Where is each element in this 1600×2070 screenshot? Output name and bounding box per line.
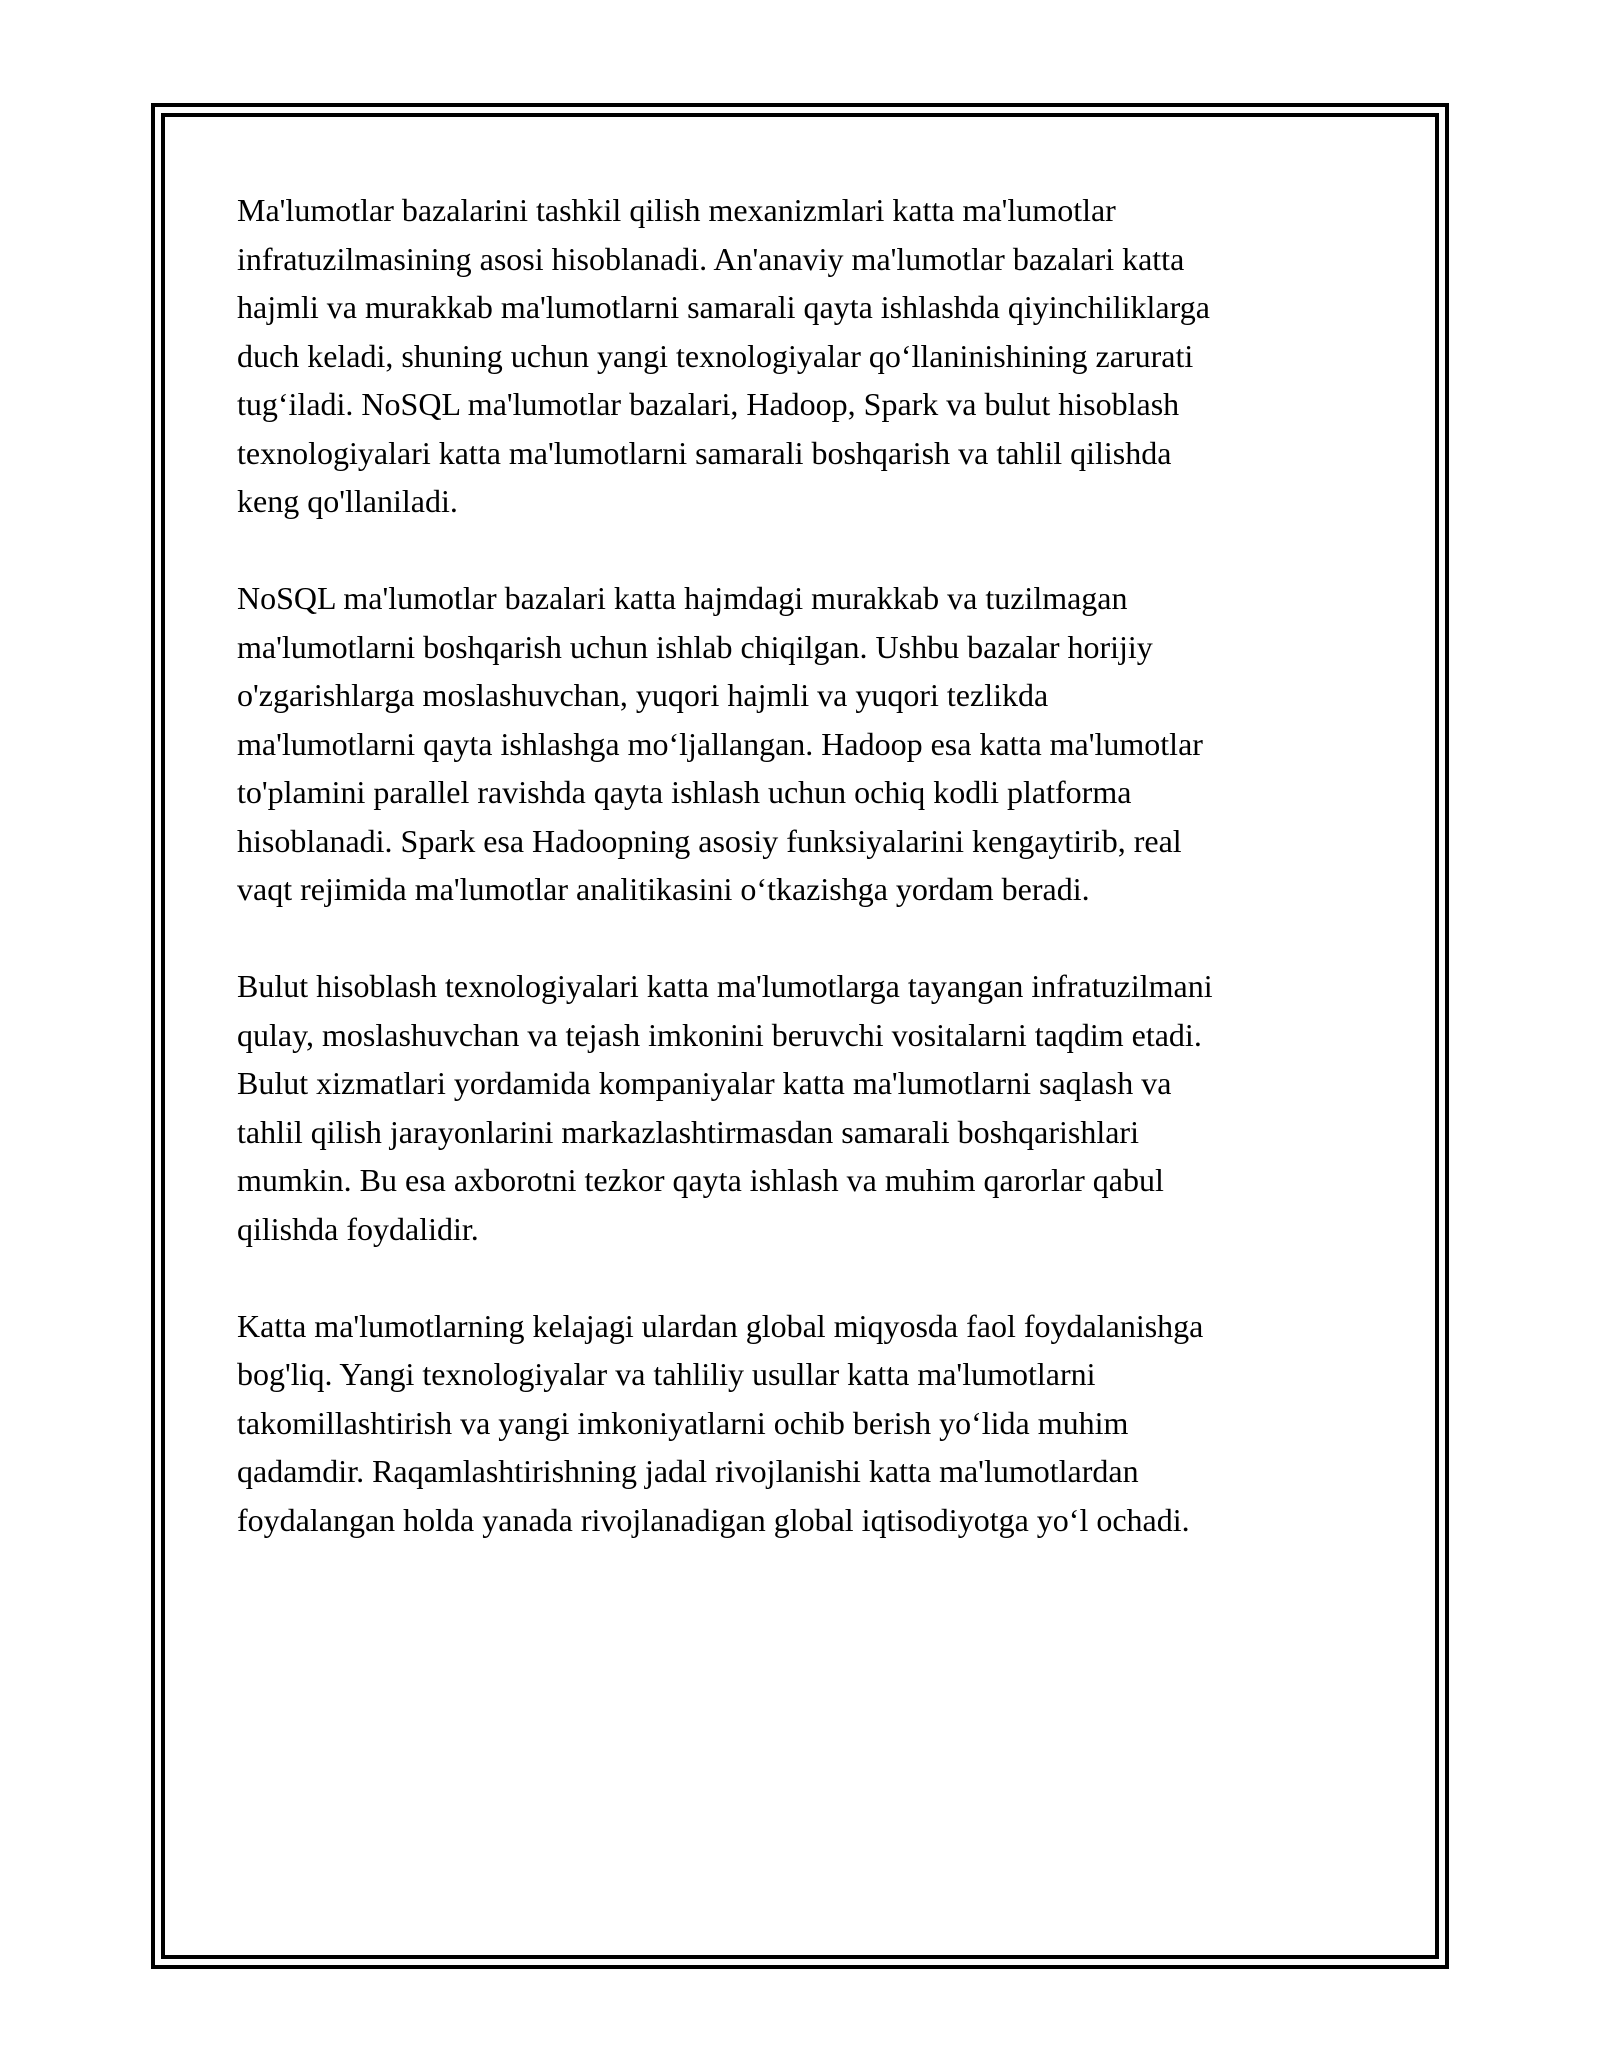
- paragraph-1: [237, 186, 1377, 526]
- text-line: Bulut hisoblash texnologiyalari katta ma'lumotlarga tayangan infratuzilmani: [237, 968, 1213, 1004]
- text-line: texnologiyalari katta ma'lumotlarni samarali boshqarish va tahlil qilishda: [237, 434, 1172, 471]
- paragraph-3: [237, 962, 1377, 1253]
- text-line: foydalangan holda yanada rivojlanadigan global iqtisodiyotga yo‘l ochadi.: [237, 1501, 1190, 1538]
- text-line: Ma'lumotlar bazalarini tashkil qilish mexanizmlari katta ma'lumotlar: [237, 192, 1116, 228]
- text-line: NoSQL ma'lumotlar bazalari katta hajmdagi murakkab va tuzilmagan: [237, 580, 1128, 616]
- text-line: qadamdir. Raqamlashtirishning jadal rivojlanishi katta ma'lumotlardan: [237, 1453, 1139, 1489]
- paragraph-4: [237, 1302, 1377, 1545]
- text-line: ma'lumotlarni qayta ishlashga mo‘ljallangan. Hadoop esa katta ma'lumotlar: [237, 725, 1203, 762]
- text-line: keng qo'llaniladi.: [237, 483, 458, 519]
- text-line: mumkin. Bu esa axborotni tezkor qayta ishlash va muhim qarorlar qabul: [237, 1162, 1164, 1198]
- text-line: Katta ma'lumotlarning kelajagi ulardan global miqyosda faol foydalanishga: [237, 1307, 1204, 1344]
- paragraph-2: [237, 574, 1377, 914]
- text-line: hisoblanadi. Spark esa Hadoopning asosiy funksiyalarini kengaytirib, real: [237, 822, 1182, 859]
- text-line: tug‘iladi. NoSQL ma'lumotlar bazalari, Hadoop, Spark va bulut hisoblash: [237, 386, 1180, 422]
- text-line: bog'liq. Yangi texnologiyalar va tahliliy usullar katta ma'lumotlarni: [237, 1356, 1096, 1392]
- text-line: vaqt rejimida ma'lumotlar analitikasini o‘tkazishga yordam beradi.: [237, 871, 1090, 907]
- text-line: qilishda foydalidir.: [237, 1210, 479, 1247]
- text-line: o'zgarishlarga moslashuvchan, yuqori hajmli va yuqori tezlikda: [237, 677, 1049, 713]
- text-line: takomillashtirish va yangi imkoniyatlarni ochib berish yo‘lida muhim: [237, 1404, 1129, 1441]
- text-line: duch keladi, shuning uchun yangi texnologiyalar qo‘llaninishining zarurati: [237, 337, 1194, 374]
- text-line: infratuzilmasining asosi hisoblanadi. An'anaviy ma'lumotlar bazalari katta: [237, 240, 1185, 277]
- text-line: qulay, moslashuvchan va tejash imkonini beruvchi vositalarni taqdim etadi.: [237, 1016, 1202, 1053]
- text-line: ma'lumotlarni boshqarish uchun ishlab chiqilgan. Ushbu bazalar horijiy: [237, 628, 1153, 665]
- document-body: [237, 186, 1377, 1593]
- text-line: to'plamini parallel ravishda qayta ishlash uchun ochiq kodli platforma: [237, 774, 1132, 810]
- text-line: Bulut xizmatlari yordamida kompaniyalar katta ma'lumotlarni saqlash va: [237, 1065, 1172, 1101]
- text-line: tahlil qilish jarayonlarini markazlashtirmasdan samarali boshqarishlari: [237, 1113, 1139, 1150]
- text-line: hajmli va murakkab ma'lumotlarni samarali qayta ishlashda qiyinchiliklarga: [237, 289, 1210, 325]
